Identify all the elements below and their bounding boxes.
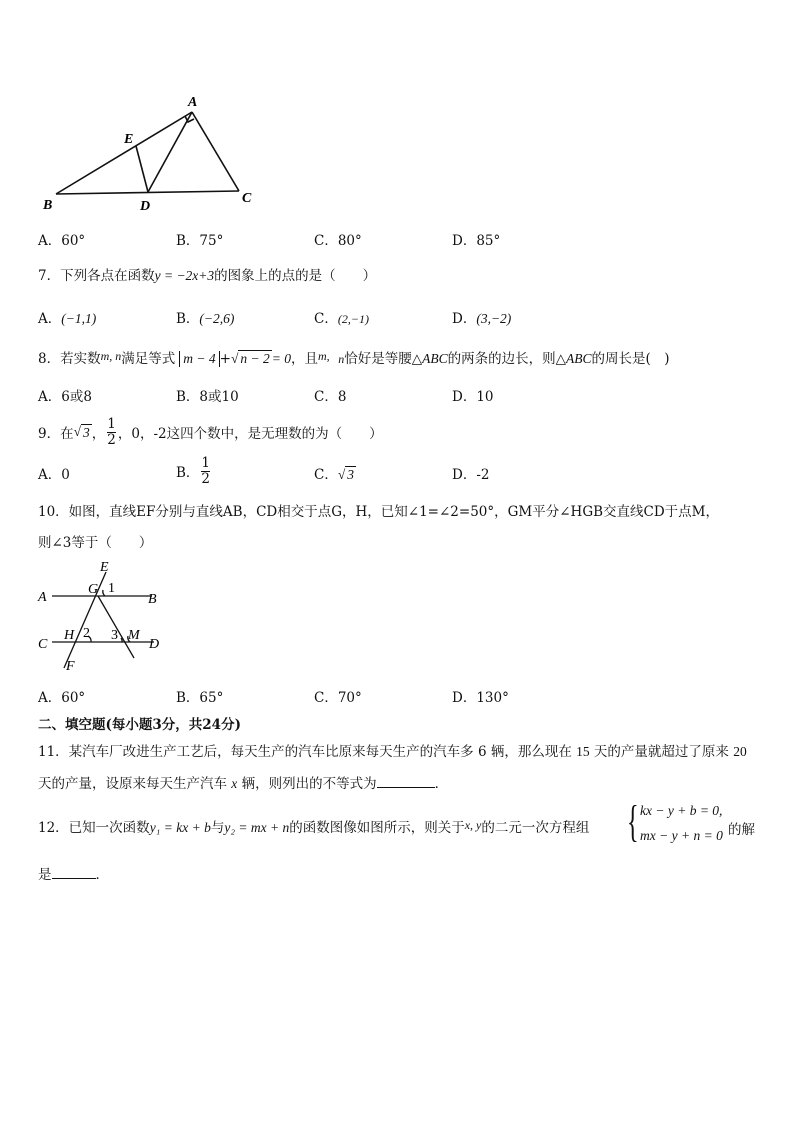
label-h: H [64, 628, 75, 643]
q6-option-c: C．80° [314, 233, 362, 249]
q12-equation-1: kx − y + b = 0, [640, 803, 723, 818]
q8-option-d: D．10 [452, 389, 494, 405]
q7-option-d: D．(3,−2) [452, 311, 512, 327]
q9-sqrt3: 3 [83, 424, 90, 440]
q12-text-end: 的解 [728, 822, 755, 838]
label-e: E [100, 560, 109, 575]
section-2-heading: 二、填空题(每小题3分，共24分) [38, 717, 241, 733]
q9-fraction: $\frac{1}{2}$ [107, 416, 116, 448]
label-d: D [140, 199, 151, 214]
q6-option-b: B．75° [176, 233, 224, 249]
q9-option-b: B． $\frac{1}{2}$ [176, 455, 211, 487]
question-10-line-1: 10．如图，直线EF分别与直线AB，CD相交于点G，H，已知∠1=∠2=50°，GM平分∠HGB交直线CD于点M， [38, 504, 720, 520]
q7-formula: y = −2x+3 [154, 268, 215, 283]
question-12-line-1: 12．已知一次函数y₁ = kx + b与y₂ = mx + n的函数图像如图所示，则关于x, y的二元一次方程组 [38, 818, 590, 836]
q10-option-d: D．130° [452, 690, 509, 706]
question-10-line-2: 则∠3等于（ ） [38, 535, 153, 551]
question-8: 8．若实数m, n满足等式 m − 4 +√ n − 2 = 0，且m, n恰好是等腰△ABC的两条的边长，则△ABC的周长是( ) [38, 349, 670, 367]
triangle-figure [40, 92, 270, 217]
q9-option-d: D．-2 [452, 467, 490, 483]
label-g: G [88, 582, 99, 597]
q12-answer-blank[interactable] [52, 878, 96, 879]
q7-number: 7． [38, 268, 61, 284]
parallel-lines-figure [34, 558, 184, 673]
label-d: D [149, 637, 160, 652]
q8-option-a: A．6或8 [38, 389, 92, 405]
question-9: 9． 在 √ 3 ， $\frac{1}{2}$ ，0，-2这四个数中，是无理数的为（ ） [38, 416, 383, 448]
q8-abs-expr: m − 4 [179, 351, 219, 367]
question-7 [38, 264, 376, 284]
q7-text-after: 的图象上的点的是（ ） [214, 268, 377, 284]
question-11-line-2: 天的产量，设原来每天生产汽车 x 辆，则列出的不等式为 ． [38, 776, 449, 792]
q10-option-b: B．65° [176, 690, 224, 706]
label-angle-3: 3 [111, 628, 118, 643]
q7-option-a: A．(−1,1) [38, 311, 97, 327]
q8-sqrt-expr: n − 2 [240, 351, 270, 366]
q6-option-d: D．85° [452, 233, 501, 249]
q12-y1: y₁ = kx + b [149, 820, 211, 835]
question-12-line-2: 是 ． [38, 867, 109, 883]
label-b: B [148, 592, 157, 607]
q11-answer-blank[interactable] [377, 787, 435, 788]
q7-text-before: 下列各点在函数 [60, 268, 155, 284]
q7-option-c: C．(2,−1) [314, 311, 369, 327]
q9-option-c: C．√ 3 [314, 467, 355, 483]
label-b: B [43, 198, 53, 213]
label-a: A [38, 590, 47, 605]
q8-option-c: C．8 [314, 389, 347, 405]
label-c: C [38, 637, 48, 652]
question-11-line-1: 11．某汽车厂改进生产工艺后，每天生产的汽车比原来每天生产的汽车多 6 辆，那么现在 15 天的产量就超过了原来 20 [38, 744, 747, 760]
q8-option-b: B．8或10 [176, 389, 239, 405]
q10-option-a: A．60° [38, 690, 86, 706]
q6-option-a: A．60° [38, 233, 86, 249]
label-f: F [66, 659, 75, 673]
q12-equation-2: mx − y + n = 0 [640, 828, 723, 843]
label-a: A [188, 95, 198, 110]
system-brace: { [627, 797, 639, 846]
label-angle-2: 2 [83, 626, 90, 641]
q9-option-a: A．0 [38, 467, 70, 483]
q10-option-c: C．70° [314, 690, 362, 706]
label-e: E [124, 132, 134, 147]
q7-option-b: B．(−2,6) [176, 311, 235, 327]
label-m: M [128, 628, 140, 643]
label-c: C [242, 191, 252, 206]
label-angle-1: 1 [108, 581, 115, 596]
q12-y2: y₂ = mx + n [224, 820, 290, 835]
